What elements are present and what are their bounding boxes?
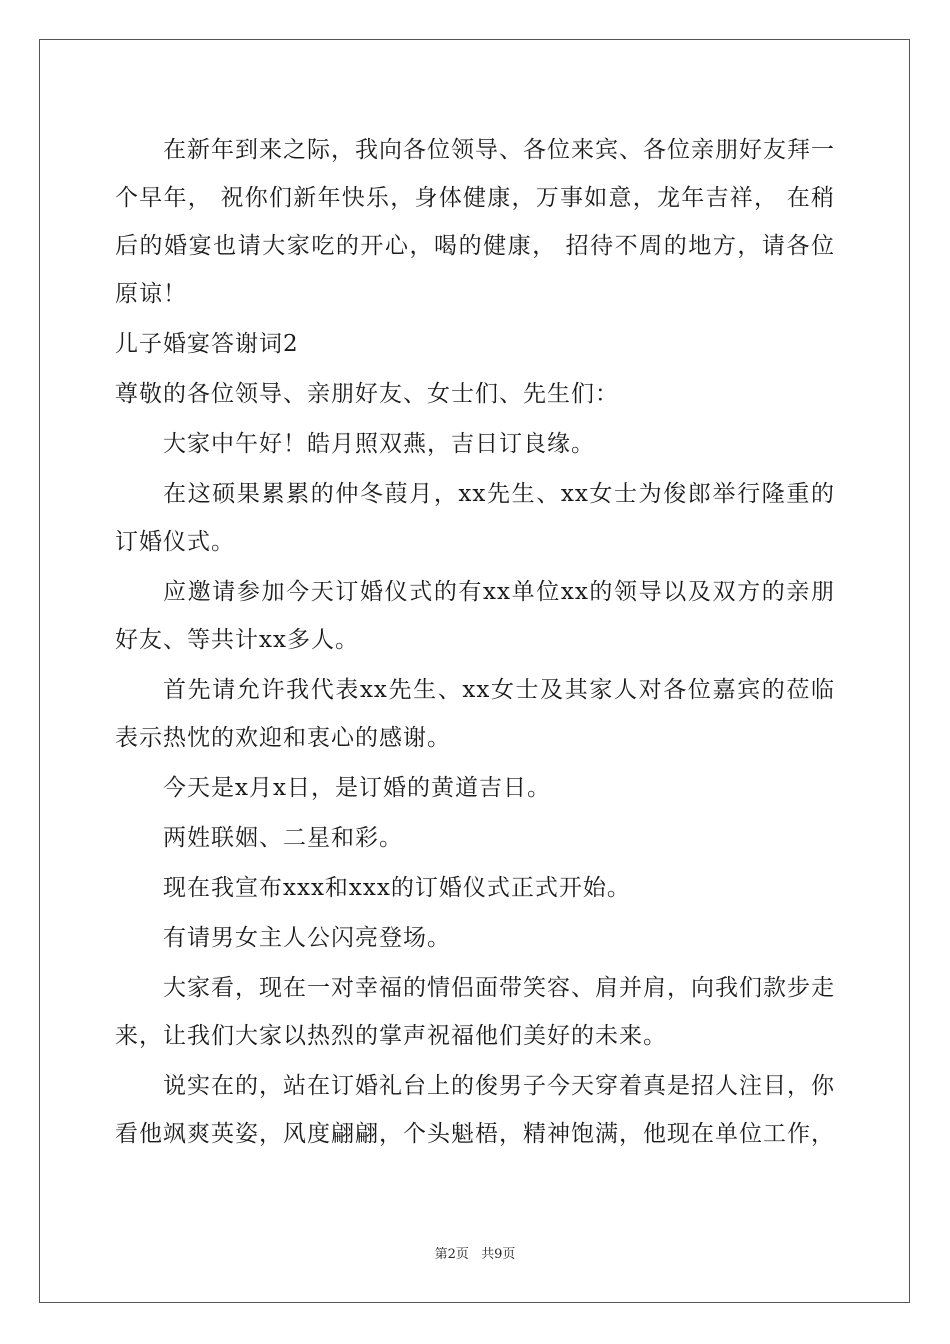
section-title: 儿子婚宴答谢词2 xyxy=(115,331,299,357)
document-body xyxy=(115,126,835,1160)
page-number: 第2页 xyxy=(434,1247,469,1262)
paragraph: 有请男女主人公闪亮登场。 xyxy=(163,925,451,951)
paragraph: 首先请允许我代表xx先生、xx女士及其家人对各位嘉宾的莅临表示热忱的欢迎和衷心的感谢。 xyxy=(115,677,835,751)
paragraph: 今天是x月x日，是订婚的黄道吉日。 xyxy=(163,775,551,801)
page-total: 共9页 xyxy=(481,1247,516,1262)
paragraph: 在新年到来之际，我向各位领导、各位来宾、各位亲朋好友拜一个早年， 祝你们新年快乐，身体健康，万事如意，龙年吉祥， 在稍后的婚宴也请大家吃的开心，喝的健康， 招待不周的地方，请各位原谅！ xyxy=(115,137,835,307)
page-footer xyxy=(0,1247,950,1263)
salutation: 尊敬的各位领导、亲朋好友、女士们、先生们： xyxy=(115,381,619,407)
paragraph: 说实在的，站在订婚礼台上的俊男子今天穿着真是招人注目，你看他飒爽英姿，风度翩翩，个头魁梧，精神饱满，他现在单位工作， xyxy=(115,1073,835,1147)
paragraph: 应邀请参加今天订婚仪式的有xx单位xx的领导以及双方的亲朋好友、等共计xx多人。 xyxy=(115,579,835,653)
paragraph: 大家看，现在一对幸福的情侣面带笑容、肩并肩，向我们款步走来，让我们大家以热烈的掌声祝福他们美好的未来。 xyxy=(115,975,835,1049)
paragraph: 大家中午好！皓月照双燕，吉日订良缘。 xyxy=(163,431,595,457)
paragraph: 两姓联姻、二星和彩。 xyxy=(163,825,403,851)
paragraph: 在这硕果累累的仲冬葭月，xx先生、xx女士为俊郎举行隆重的订婚仪式。 xyxy=(115,481,835,555)
paragraph: 现在我宣布xxx和xxx的订婚仪式正式开始。 xyxy=(163,875,631,901)
